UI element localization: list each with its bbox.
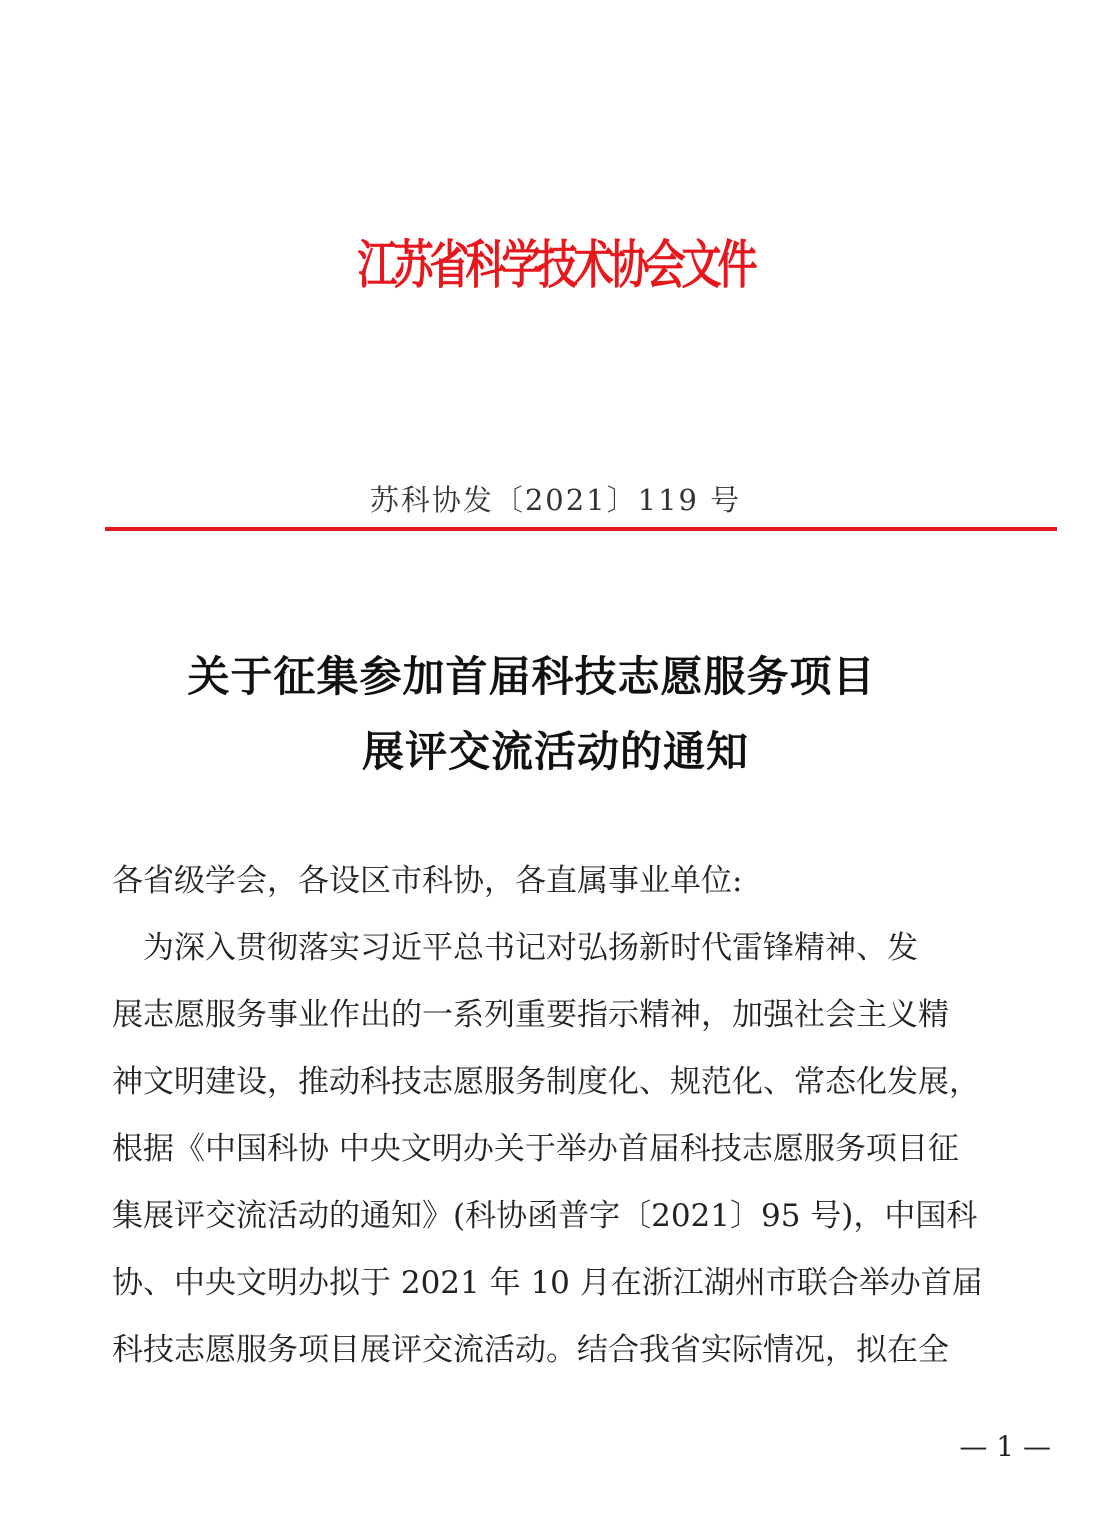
notice-title-line-1: 关于征集参加首届科技志愿服务项目 — [187, 652, 876, 701]
body-line-5: 集展评交流活动的通知》(科协函普字〔2021〕95 号)，中国科 — [112, 1198, 978, 1234]
body-line-6: 协、中央文明办拟于 2021 年 10 月在浙江湖州市联合举办首届 — [112, 1265, 983, 1301]
body-line-4: 根据《中国科协 中央文明办关于举办首届科技志愿服务项目征 — [112, 1131, 959, 1167]
body-line-7: 科技志愿服务项目展评交流活动。结合我省实际情况，拟在全 — [112, 1332, 949, 1368]
notice-title-line-2: 展评交流活动的通知 — [361, 727, 749, 776]
body-line-3: 神文明建设，推动科技志愿服务制度化、规范化、常态化发展， — [112, 1064, 980, 1100]
page-number: — 1 — — [959, 1430, 1051, 1463]
body-line-1: 为深入贯彻落实习近平总书记对弘扬新时代雷锋精神、发 — [112, 930, 918, 966]
document-number: 苏科协发〔2021〕119 号 — [369, 483, 742, 517]
salutation: 各省级学会，各设区市科协，各直属事业单位: — [112, 863, 743, 899]
body-line-2: 展志愿服务事业作出的一系列重要指示精神，加强社会主义精 — [112, 997, 949, 1033]
red-divider-rule — [105, 527, 1057, 531]
issuer-heading: 江苏省科学技术协会文件 — [357, 236, 754, 296]
